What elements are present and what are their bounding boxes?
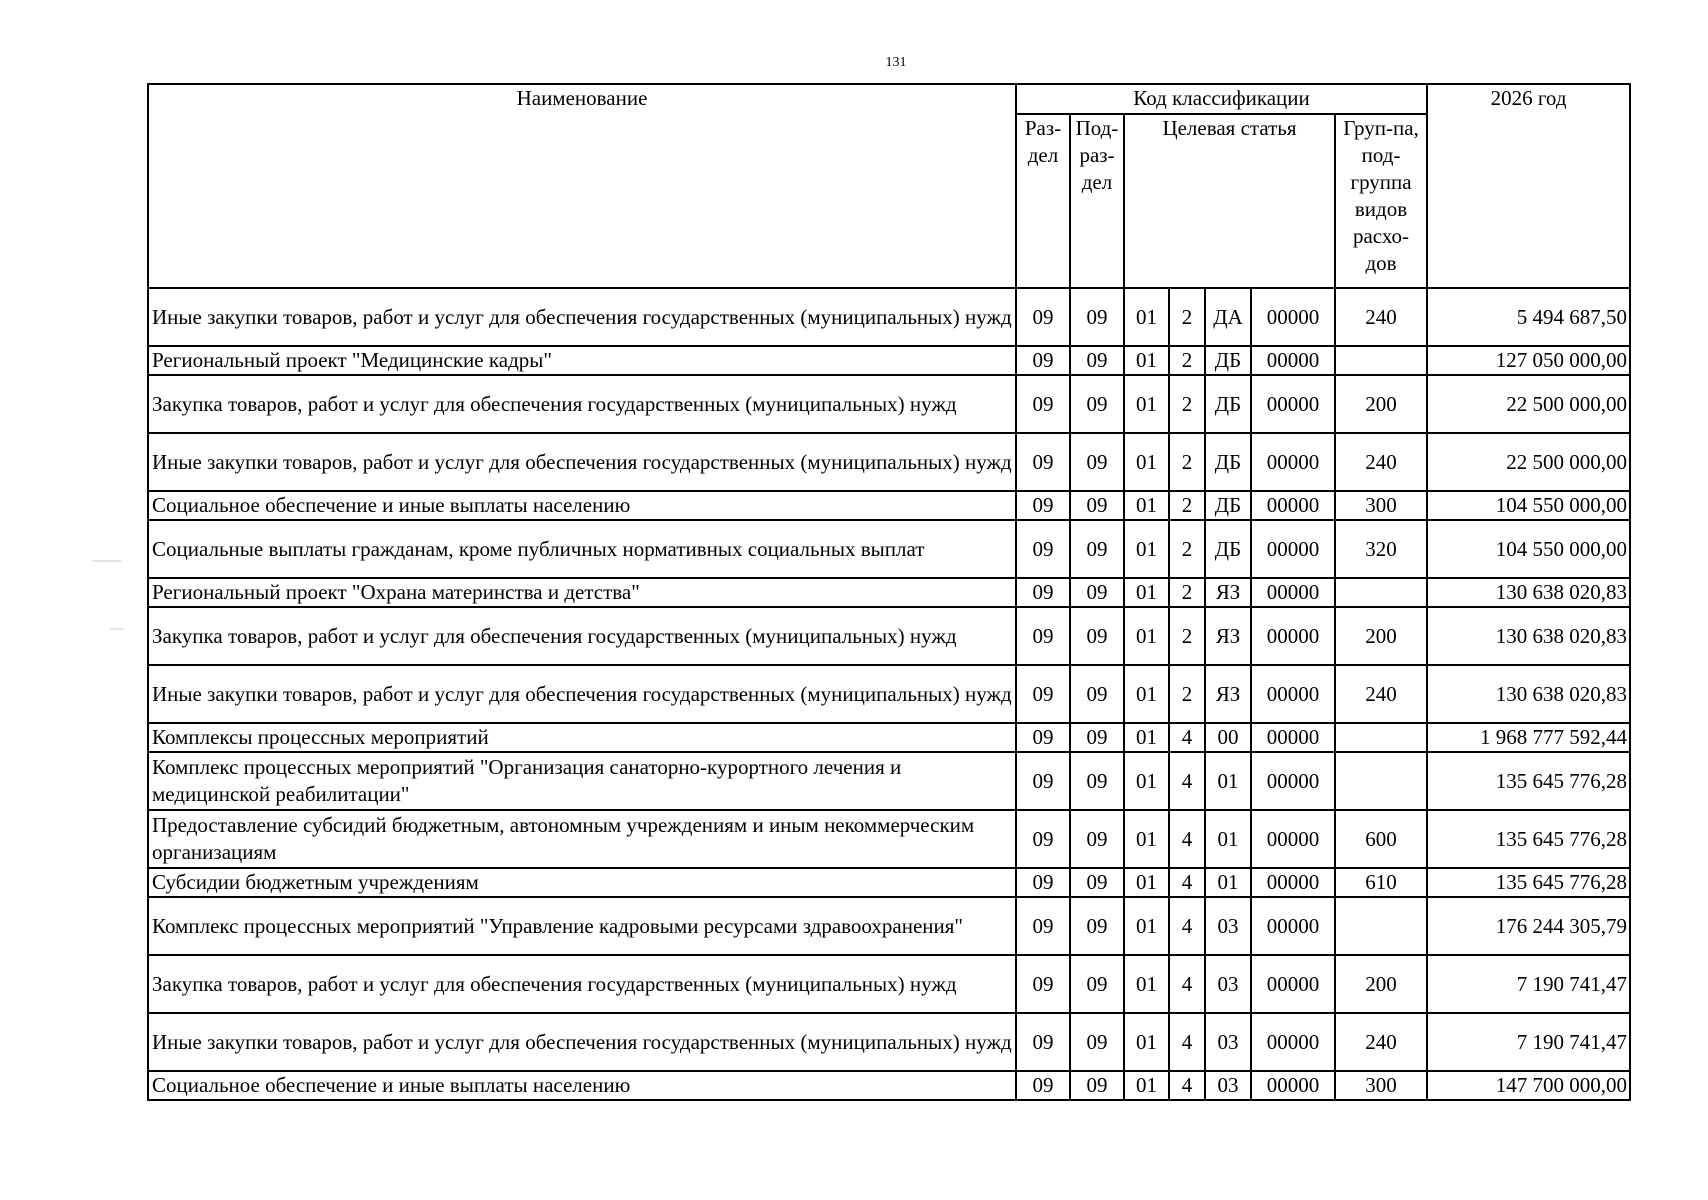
table-row (148, 288, 1630, 346)
header-expense-group: Груп-па, под-группа видов расхо-дов (1335, 114, 1427, 288)
row-name: Закупка товаров, работ и услуг для обеспечения государственных (муниципальных) нужд (148, 607, 1016, 665)
row-section: 09 (1016, 607, 1070, 665)
row-target-project: 01 (1205, 810, 1251, 868)
row-amount: 130 638 020,83 (1427, 578, 1630, 607)
row-section: 09 (1016, 491, 1070, 520)
row-target-program: 01 (1124, 868, 1169, 897)
budget-table (147, 83, 1631, 1101)
row-target-program: 01 (1124, 491, 1169, 520)
row-amount: 5 494 687,50 (1427, 288, 1630, 346)
header-target-article: Целевая статья (1124, 114, 1335, 288)
row-target-type: 2 (1169, 433, 1205, 491)
row-expense-group: 610 (1335, 868, 1427, 897)
row-target-project: ДБ (1205, 520, 1251, 578)
row-target-type: 4 (1169, 1013, 1205, 1071)
row-target-program: 01 (1124, 578, 1169, 607)
row-target-project: ДБ (1205, 346, 1251, 375)
row-target-type: 2 (1169, 520, 1205, 578)
row-subsection: 09 (1070, 897, 1124, 955)
row-target-project: ЯЗ (1205, 607, 1251, 665)
row-target-type: 2 (1169, 578, 1205, 607)
row-target-project: ДБ (1205, 433, 1251, 491)
row-subsection: 09 (1070, 955, 1124, 1013)
row-expense-group: 600 (1335, 810, 1427, 868)
header-name: Наименование (148, 84, 1016, 288)
row-target-direction: 00000 (1251, 955, 1335, 1013)
row-section: 09 (1016, 1013, 1070, 1071)
row-amount: 22 500 000,00 (1427, 433, 1630, 491)
row-target-direction: 00000 (1251, 607, 1335, 665)
row-section: 09 (1016, 346, 1070, 375)
row-amount: 127 050 000,00 (1427, 346, 1630, 375)
row-name: Региональный проект "Медицинские кадры" (148, 346, 1016, 375)
row-target-program: 01 (1124, 897, 1169, 955)
row-amount: 135 645 776,28 (1427, 752, 1630, 810)
row-expense-group: 240 (1335, 665, 1427, 723)
row-subsection: 09 (1070, 752, 1124, 810)
row-target-type: 4 (1169, 723, 1205, 752)
row-name: Региональный проект "Охрана материнства и детства" (148, 578, 1016, 607)
scan-artifact (92, 560, 122, 562)
row-target-project: 01 (1205, 752, 1251, 810)
row-target-direction: 00000 (1251, 1071, 1335, 1100)
row-section: 09 (1016, 897, 1070, 955)
row-target-type: 4 (1169, 955, 1205, 1013)
row-target-project: 00 (1205, 723, 1251, 752)
row-section: 09 (1016, 520, 1070, 578)
row-target-program: 01 (1124, 433, 1169, 491)
table-row (148, 955, 1630, 1013)
row-subsection: 09 (1070, 288, 1124, 346)
row-amount: 135 645 776,28 (1427, 868, 1630, 897)
row-subsection: 09 (1070, 346, 1124, 375)
row-target-program: 01 (1124, 346, 1169, 375)
row-subsection: 09 (1070, 665, 1124, 723)
row-target-direction: 00000 (1251, 868, 1335, 897)
table-row (148, 607, 1630, 665)
row-subsection: 09 (1070, 520, 1124, 578)
row-name: Предоставление субсидий бюджетным, автономным учреждениям и иным некоммерческим организациям (148, 810, 1016, 868)
row-expense-group: 300 (1335, 1071, 1427, 1100)
row-target-project: ДА (1205, 288, 1251, 346)
row-target-project: ЯЗ (1205, 665, 1251, 723)
row-subsection: 09 (1070, 868, 1124, 897)
row-section: 09 (1016, 288, 1070, 346)
row-name: Закупка товаров, работ и услуг для обеспечения государственных (муниципальных) нужд (148, 375, 1016, 433)
row-subsection: 09 (1070, 375, 1124, 433)
row-expense-group (1335, 897, 1427, 955)
row-name: Иные закупки товаров, работ и услуг для обеспечения государственных (муниципальных) нужд (148, 665, 1016, 723)
row-target-project: 01 (1205, 868, 1251, 897)
row-amount: 104 550 000,00 (1427, 520, 1630, 578)
header-subsection: Под-раз-дел (1070, 114, 1124, 288)
row-section: 09 (1016, 665, 1070, 723)
row-expense-group: 200 (1335, 607, 1427, 665)
table-row (148, 375, 1630, 433)
row-name: Закупка товаров, работ и услуг для обеспечения государственных (муниципальных) нужд (148, 955, 1016, 1013)
row-target-program: 01 (1124, 723, 1169, 752)
row-amount: 147 700 000,00 (1427, 1071, 1630, 1100)
row-amount: 7 190 741,47 (1427, 1013, 1630, 1071)
row-subsection: 09 (1070, 1071, 1124, 1100)
table-row (148, 491, 1630, 520)
row-target-type: 2 (1169, 607, 1205, 665)
table-row (148, 433, 1630, 491)
row-expense-group: 320 (1335, 520, 1427, 578)
row-name: Комплексы процессных мероприятий (148, 723, 1016, 752)
row-target-direction: 00000 (1251, 578, 1335, 607)
table-row (148, 752, 1630, 810)
row-name: Социальные выплаты гражданам, кроме публичных нормативных социальных выплат (148, 520, 1016, 578)
table-row (148, 578, 1630, 607)
row-expense-group (1335, 346, 1427, 375)
table-row (148, 897, 1630, 955)
row-target-program: 01 (1124, 607, 1169, 665)
row-expense-group: 300 (1335, 491, 1427, 520)
row-subsection: 09 (1070, 491, 1124, 520)
row-target-project: 03 (1205, 897, 1251, 955)
row-name: Иные закупки товаров, работ и услуг для обеспечения государственных (муниципальных) нужд (148, 288, 1016, 346)
row-subsection: 09 (1070, 433, 1124, 491)
row-target-type: 4 (1169, 868, 1205, 897)
row-section: 09 (1016, 433, 1070, 491)
row-target-program: 01 (1124, 1013, 1169, 1071)
row-amount: 104 550 000,00 (1427, 491, 1630, 520)
header-classification: Код классификации (1016, 84, 1427, 114)
row-target-program: 01 (1124, 375, 1169, 433)
row-subsection: 09 (1070, 607, 1124, 665)
page-number: 131 (885, 55, 907, 70)
row-section: 09 (1016, 578, 1070, 607)
row-amount: 176 244 305,79 (1427, 897, 1630, 955)
row-expense-group: 240 (1335, 1013, 1427, 1071)
row-target-direction: 00000 (1251, 897, 1335, 955)
row-section: 09 (1016, 868, 1070, 897)
header-row-top (148, 84, 1630, 114)
header-year: 2026 год (1427, 84, 1630, 288)
row-target-type: 4 (1169, 752, 1205, 810)
row-subsection: 09 (1070, 810, 1124, 868)
row-section: 09 (1016, 752, 1070, 810)
row-subsection: 09 (1070, 1013, 1124, 1071)
row-amount: 130 638 020,83 (1427, 607, 1630, 665)
row-target-program: 01 (1124, 810, 1169, 868)
row-expense-group: 200 (1335, 375, 1427, 433)
row-target-project: 03 (1205, 1013, 1251, 1071)
row-target-direction: 00000 (1251, 346, 1335, 375)
row-target-direction: 00000 (1251, 433, 1335, 491)
row-target-type: 4 (1169, 897, 1205, 955)
row-target-direction: 00000 (1251, 810, 1335, 868)
row-target-project: ЯЗ (1205, 578, 1251, 607)
row-amount: 130 638 020,83 (1427, 665, 1630, 723)
row-amount: 7 190 741,47 (1427, 955, 1630, 1013)
row-target-program: 01 (1124, 520, 1169, 578)
row-expense-group: 240 (1335, 433, 1427, 491)
row-target-direction: 00000 (1251, 491, 1335, 520)
row-target-type: 2 (1169, 491, 1205, 520)
table-row (148, 346, 1630, 375)
table-row (148, 665, 1630, 723)
row-name: Социальное обеспечение и иные выплаты населению (148, 491, 1016, 520)
table-row (148, 1013, 1630, 1071)
row-target-type: 2 (1169, 288, 1205, 346)
row-amount: 1 968 777 592,44 (1427, 723, 1630, 752)
row-name: Субсидии бюджетным учреждениям (148, 868, 1016, 897)
row-section: 09 (1016, 723, 1070, 752)
row-name: Комплекс процессных мероприятий "Управление кадровыми ресурсами здравоохранения" (148, 897, 1016, 955)
row-target-project: 03 (1205, 955, 1251, 1013)
table-row (148, 1071, 1630, 1100)
row-target-program: 01 (1124, 288, 1169, 346)
row-amount: 22 500 000,00 (1427, 375, 1630, 433)
row-target-type: 2 (1169, 665, 1205, 723)
scan-artifact (110, 628, 124, 630)
table-row (148, 810, 1630, 868)
row-expense-group (1335, 578, 1427, 607)
row-name: Иные закупки товаров, работ и услуг для обеспечения государственных (муниципальных) нужд (148, 1013, 1016, 1071)
row-name: Иные закупки товаров, работ и услуг для обеспечения государственных (муниципальных) нужд (148, 433, 1016, 491)
row-target-type: 2 (1169, 375, 1205, 433)
table-row (148, 868, 1630, 897)
row-target-project: 03 (1205, 1071, 1251, 1100)
table-row (148, 520, 1630, 578)
table-row (148, 723, 1630, 752)
row-expense-group (1335, 752, 1427, 810)
row-target-direction: 00000 (1251, 520, 1335, 578)
row-section: 09 (1016, 375, 1070, 433)
row-target-direction: 00000 (1251, 288, 1335, 346)
row-target-type: 4 (1169, 1071, 1205, 1100)
row-target-program: 01 (1124, 752, 1169, 810)
row-target-direction: 00000 (1251, 723, 1335, 752)
row-subsection: 09 (1070, 723, 1124, 752)
row-section: 09 (1016, 1071, 1070, 1100)
row-target-program: 01 (1124, 955, 1169, 1013)
row-amount: 135 645 776,28 (1427, 810, 1630, 868)
row-expense-group: 240 (1335, 288, 1427, 346)
row-section: 09 (1016, 810, 1070, 868)
row-target-direction: 00000 (1251, 375, 1335, 433)
header-section: Раз-дел (1016, 114, 1070, 288)
row-section: 09 (1016, 955, 1070, 1013)
row-target-program: 01 (1124, 665, 1169, 723)
row-target-project: ДБ (1205, 375, 1251, 433)
row-name: Комплекс процессных мероприятий "Организация санаторно-курортного лечения и медицинской реабилитации" (148, 752, 1016, 810)
row-target-type: 2 (1169, 346, 1205, 375)
row-expense-group (1335, 723, 1427, 752)
row-target-type: 4 (1169, 810, 1205, 868)
row-name: Социальное обеспечение и иные выплаты населению (148, 1071, 1016, 1100)
row-target-direction: 00000 (1251, 1013, 1335, 1071)
row-target-direction: 00000 (1251, 752, 1335, 810)
row-target-program: 01 (1124, 1071, 1169, 1100)
row-subsection: 09 (1070, 578, 1124, 607)
row-target-direction: 00000 (1251, 665, 1335, 723)
row-expense-group: 200 (1335, 955, 1427, 1013)
row-target-project: ДБ (1205, 491, 1251, 520)
